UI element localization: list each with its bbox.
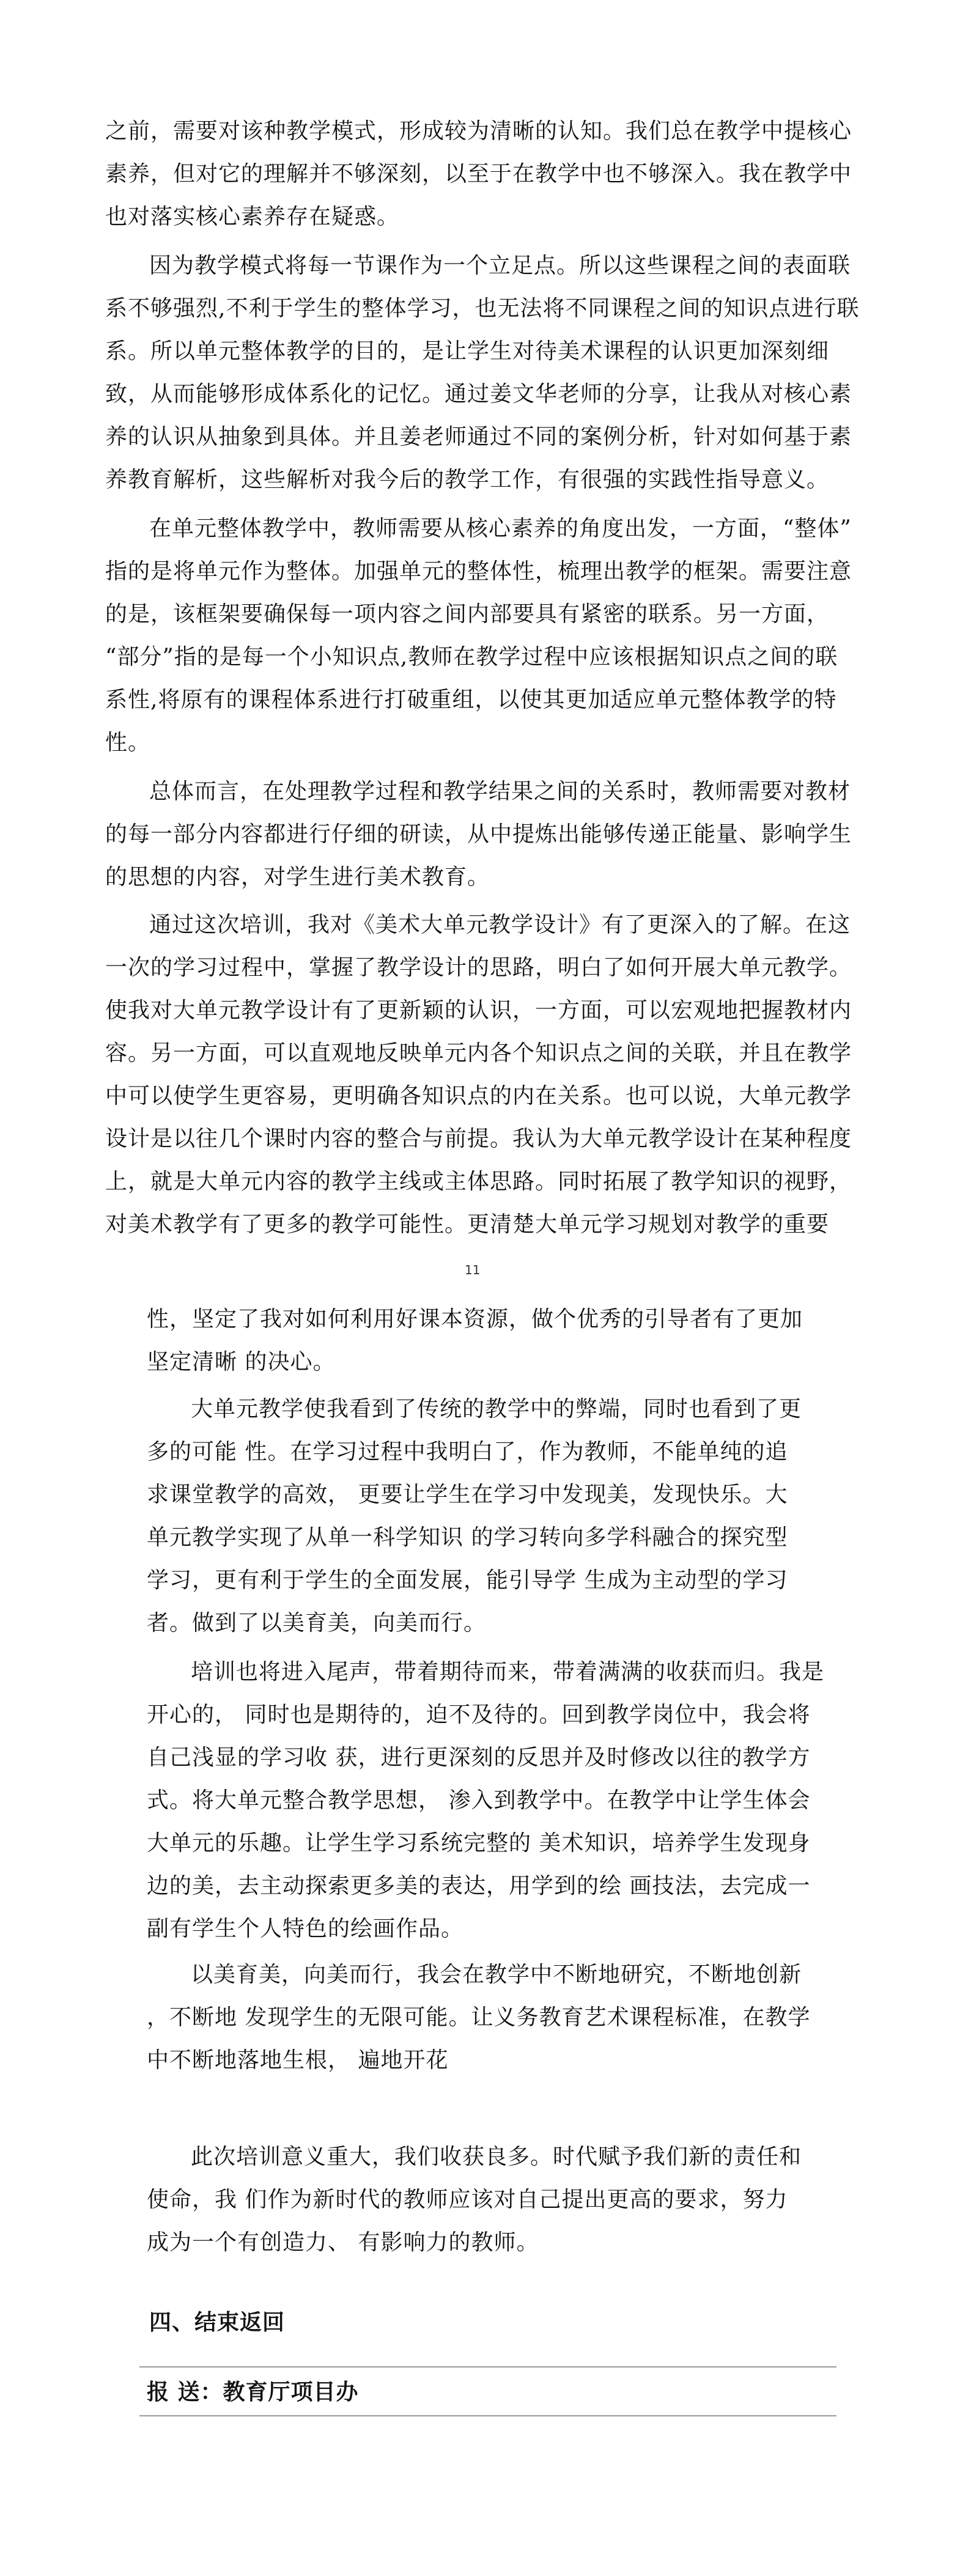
paragraph-training-reflection (105, 904, 852, 1246)
paragraph-line: 此次培训意义重大，我们收获良多。时代赋予我们新的责任和 (191, 2144, 802, 2169)
paragraph-line: 培训也将进入尾声，带着期待而来，带着满满的收获而归。我是 (191, 1659, 825, 1685)
paragraph-line: 的思想的内容，对学生进行美术教育。 (105, 865, 490, 890)
paragraph-line: 式。将大单元整合教学思想， 渗入到教学中。在教学中让学生体会 (147, 1788, 811, 1813)
paragraph-training-end (147, 1651, 824, 1950)
paragraph-big-unit (147, 1388, 802, 1645)
paragraph-line: 总体而言，在处理教学过程和教学结果之间的关系时，教师需要对教材 (149, 779, 851, 804)
paragraph-aesthetic-education (147, 1954, 810, 2082)
paragraph-line: 使我对大单元教学设计有了更新颖的认识，一方面，可以宏观地把握教材内 (105, 998, 852, 1023)
paragraph-core-literacy-intro (105, 110, 852, 238)
paragraph-line: 单元教学实现了从单一科学知识 的学习转向多学科融合的探究型 (147, 1525, 788, 1550)
paragraph-line: 致，从而能够形成体系化的记忆。通过姜文华老师的分享，让我从对核心素 (105, 382, 852, 407)
paragraph-line: 之前，需要对该种教学模式，形成较为清晰的认知。我们总在教学中提核心 (105, 119, 852, 144)
paragraph-continuation (147, 1298, 803, 1384)
paragraph-line: 一次的学习过程中，掌握了教学设计的思路，明白了如何开展大单元教学。 (105, 955, 852, 980)
paragraph-line: 对美术教学有了更多的教学可能性。更清楚大单元学习规划对教学的重要 (105, 1212, 830, 1237)
divider-top (139, 2366, 836, 2367)
paragraph-conclusion (147, 2136, 802, 2264)
paragraph-line: 自己浅显的学习收 获，进行更深刻的反思并及时修改以往的教学方 (147, 1745, 811, 1770)
paragraph-overall (105, 770, 852, 899)
paragraph-teaching-mode (105, 245, 859, 501)
paragraph-line: 求课堂教学的高效， 更要让学生在学习中发现美，发现快乐。大 (147, 1482, 788, 1507)
report-to-line: 报 送：教育厅项目办 (147, 2380, 359, 2405)
paragraph-line: 者。做到了以美育美，向美而行。 (147, 1611, 487, 1636)
paragraph-line: 使命，我 们作为新时代的教师应该对自己提出更高的要求，努力 (147, 2187, 788, 2212)
paragraph-line: 中可以使学生更容易，更明确各知识点的内在关系。也可以说，大单元教学 (105, 1083, 852, 1109)
divider-bottom (139, 2415, 836, 2416)
paragraph-line: 指的是将单元作为整体。加强单元的整体性，梳理出教学的框架。需要注意 (105, 559, 852, 584)
paragraph-line: 边的美，去主动探索更多美的表达，用学到的绘 画技法，去完成一 (147, 1873, 811, 1899)
paragraph-line: 性，坚定了我对如何利用好课本资源，做个优秀的引导者有了更加 (147, 1307, 803, 1332)
paragraph-line: 设计是以往几个课时内容的整合与前提。我认为大单元教学设计在某种程度 (105, 1126, 852, 1151)
paragraph-line: “部分”指的是每一个小知识点,教师在教学过程中应该根据知识点之间的联 (105, 644, 838, 670)
paragraph-line: 的是，该框架要确保每一项内容之间内部要具有紧密的联系。另一方面， (105, 602, 830, 627)
paragraph-unit-teaching (105, 507, 852, 764)
paragraph-line: 以美育美，向美而行，我会在教学中不断地研究，不断地创新 (191, 1962, 802, 1987)
paragraph-line: 成为一个有创造力、 有影响力的教师。 (147, 2230, 539, 2255)
paragraph-line: 系。所以单元整体教学的目的，是让学生对待美术课程的认识更加深刻细 (105, 339, 830, 364)
section-heading: 四、结束返回 (149, 2310, 286, 2335)
paragraph-line: 系性,将原有的课程体系进行打破重组，以使其更加适应单元整体教学的特 (105, 687, 837, 712)
paragraph-line: 素养，但对它的理解并不够深刻，以至于在教学中也不够深入。我在教学中 (105, 161, 852, 186)
paragraph-line: 的每一部分内容都进行仔细的研读，从中提炼出能够传递正能量、影响学生 (105, 822, 852, 847)
paragraph-line: 上，就是大单元内容的教学主线或主体思路。同时拓展了教学知识的视野， (105, 1169, 852, 1194)
page-number: 11 (465, 1263, 481, 1277)
paragraph-line: 通过这次培训，我对《美术大单元教学设计》有了更深入的了解。在这 (149, 912, 851, 937)
paragraph-line: 开心的， 同时也是期待的，迫不及待的。回到教学岗位中，我会将 (147, 1702, 811, 1727)
paragraph-line: 系不够强烈,不利于学生的整体学习，也无法将不同课程之间的知识点进行联 (105, 296, 860, 321)
paragraph-line: 性。 (105, 730, 151, 755)
paragraph-line: 学习，更有利于学生的全面发展，能引导学 生成为主动型的学习 (147, 1568, 788, 1593)
paragraph-line: 在单元整体教学中，教师需要从核心素养的角度出发，一方面，“整体” (149, 516, 852, 541)
paragraph-line: 大单元教学使我看到了传统的教学中的弊端，同时也看到了更 (191, 1397, 802, 1422)
paragraph-line: 因为教学模式将每一节课作为一个立足点。所以这些课程之间的表面联 (149, 253, 851, 278)
paragraph-line: 也对落实核心素养存在疑惑。 (105, 204, 400, 229)
paragraph-line: 多的可能 性。在学习过程中我明白了，作为教师，不能单纯的追 (147, 1439, 788, 1464)
paragraph-line: 坚定清晰 的决心。 (147, 1349, 336, 1375)
paragraph-line: 大单元的乐趣。让学生学习系统完整的 美术知识，培养学生发现身 (147, 1831, 811, 1856)
paragraph-line: 养教育解析，这些解析对我今后的教学工作，有很强的实践性指导意义。 (105, 467, 830, 492)
paragraph-line: 容。另一方面，可以直观地反映单元内各个知识点之间的关联，并且在教学 (105, 1041, 852, 1066)
paragraph-line: ，不断地 发现学生的无限可能。让义务教育艺术课程标准，在教学 (147, 2005, 811, 2030)
paragraph-line: 中不断地落地生根， 遍地开花 (147, 2048, 449, 2073)
paragraph-line: 副有学生个人特色的绘画作品。 (147, 1916, 464, 1941)
paragraph-line: 养的认识从抽象到具体。并且姜老师通过不同的案例分析，针对如何基于素 (105, 424, 852, 449)
